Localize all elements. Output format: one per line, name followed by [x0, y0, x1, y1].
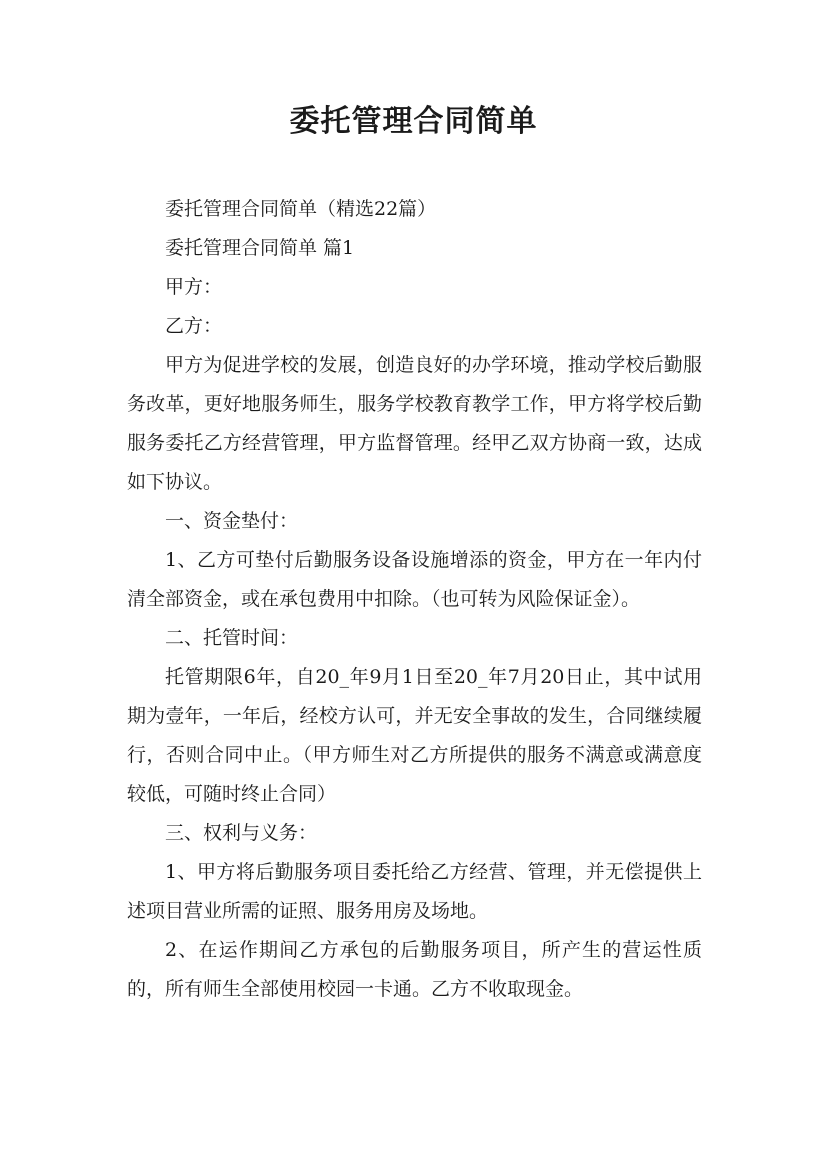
- paragraph-clause-3-item-2: 2、在运作期间乙方承包的后勤服务项目，所产生的营运性质的，所有师生全部使用校园一卡通。乙方不收取现金。: [127, 939, 702, 1000]
- paragraph-clause-1-heading: 一、资金垫付：: [165, 510, 299, 532]
- paragraph-party-b: 乙方：: [165, 315, 223, 337]
- paragraph-subtitle: 委托管理合同简单（精选22篇）: [165, 198, 437, 220]
- paragraph-party-a: 甲方：: [165, 276, 223, 298]
- paragraph-clause-2-heading: 二、托管时间：: [165, 627, 299, 649]
- document-body: [127, 190, 702, 1009]
- document-title: 委托管理合同简单: [289, 104, 538, 139]
- paragraph-clause-3-item-1: 1、甲方将后勤服务项目委托给乙方经营、管理，并无偿提供上述项目营业所需的证照、服务用房及场地。: [127, 861, 702, 922]
- paragraph-clause-2-body: 托管期限6年，自20_年9月1日至20_年7月20日止，其中试用期为壹年，一年后，经校方认可，并无安全事故的发生，合同继续履行，否则合同中止。（甲方师生对乙方所提供的服务不满意或满意度较低，可随时终止合同）: [127, 666, 702, 805]
- paragraph-preamble: 甲方为促进学校的发展，创造良好的办学环境，推动学校后勤服务改革，更好地服务师生，服务学校教育教学工作，甲方将学校后勤服务委托乙方经营管理，甲方监督管理。经甲乙双方协商一致，达成如下协议。: [127, 354, 702, 493]
- paragraph-clause-3-heading: 三、权利与义务：: [165, 822, 318, 844]
- paragraph-section-heading: 委托管理合同简单 篇1: [165, 237, 355, 259]
- paragraph-clause-1-item-1: 1、乙方可垫付后勤服务设备设施增添的资金，甲方在一年内付清全部资金，或在承包费用中扣除。（也可转为风险保证金）。: [127, 549, 702, 610]
